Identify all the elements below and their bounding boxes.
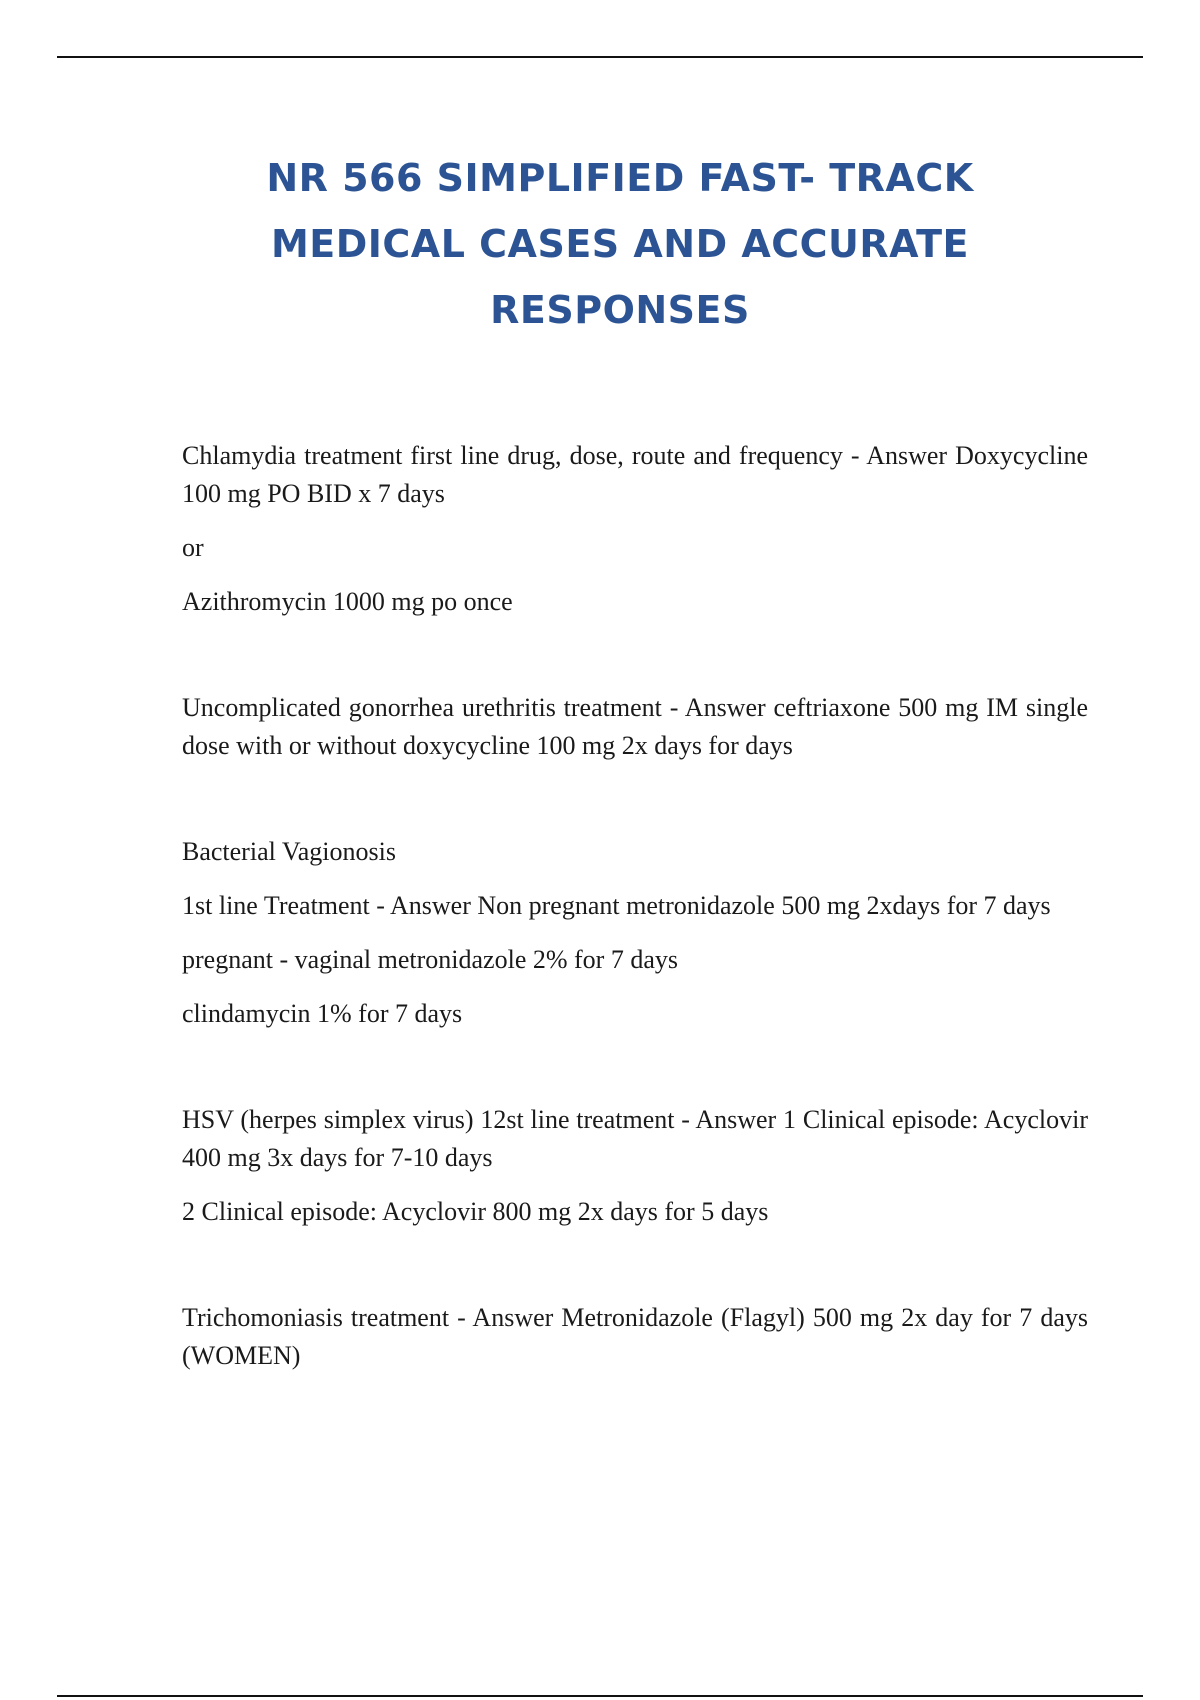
bacterial-vaginosis-heading: Bacterial Vagionosis (182, 837, 396, 866)
gonorrhea-answer: Uncomplicated gonorrhea urethritis treatment - Answer ceftriaxone 500 mg IM single dose with or without doxycycline 100 mg 2x days for days (182, 693, 1088, 760)
bv-first-line-answer: 1st line Treatment - Answer Non pregnant metronidazole 500 mg 2xdays for 7 days (182, 891, 1051, 920)
clindamycin-text: clindamycin 1% for 7 days (182, 999, 463, 1028)
hsv-answer: HSV (herpes simplex virus) 12st line treatment - Answer 1 Clinical episode: Acyclovir 400 mg 3x days for 7-10 days (182, 1105, 1088, 1172)
chlamydia-answer: Chlamydia treatment first line drug, dose, route and frequency - Answer Doxycycline 100 mg PO BID x 7 days (182, 441, 1088, 508)
bottom-rule (57, 1695, 1143, 1697)
or-text: or (182, 533, 204, 562)
top-rule (57, 56, 1143, 58)
document-body (182, 437, 1088, 1375)
bv-pregnant-text: pregnant - vaginal metronidazole 2% for 7 days (182, 945, 678, 974)
trichomoniasis-answer: Trichomoniasis treatment - Answer Metronidazole (Flagyl) 500 mg 2x day for 7 days (WOMEN) (182, 1303, 1088, 1370)
hsv-second-episode-text: 2 Clinical episode: Acyclovir 800 mg 2x days for 5 days (182, 1197, 769, 1226)
document-title: NR 566 SIMPLIFIED FAST- TRACK MEDICAL CASES AND ACCURATE RESPONSES (266, 156, 974, 332)
azithromycin-text: Azithromycin 1000 mg po once (182, 587, 513, 616)
